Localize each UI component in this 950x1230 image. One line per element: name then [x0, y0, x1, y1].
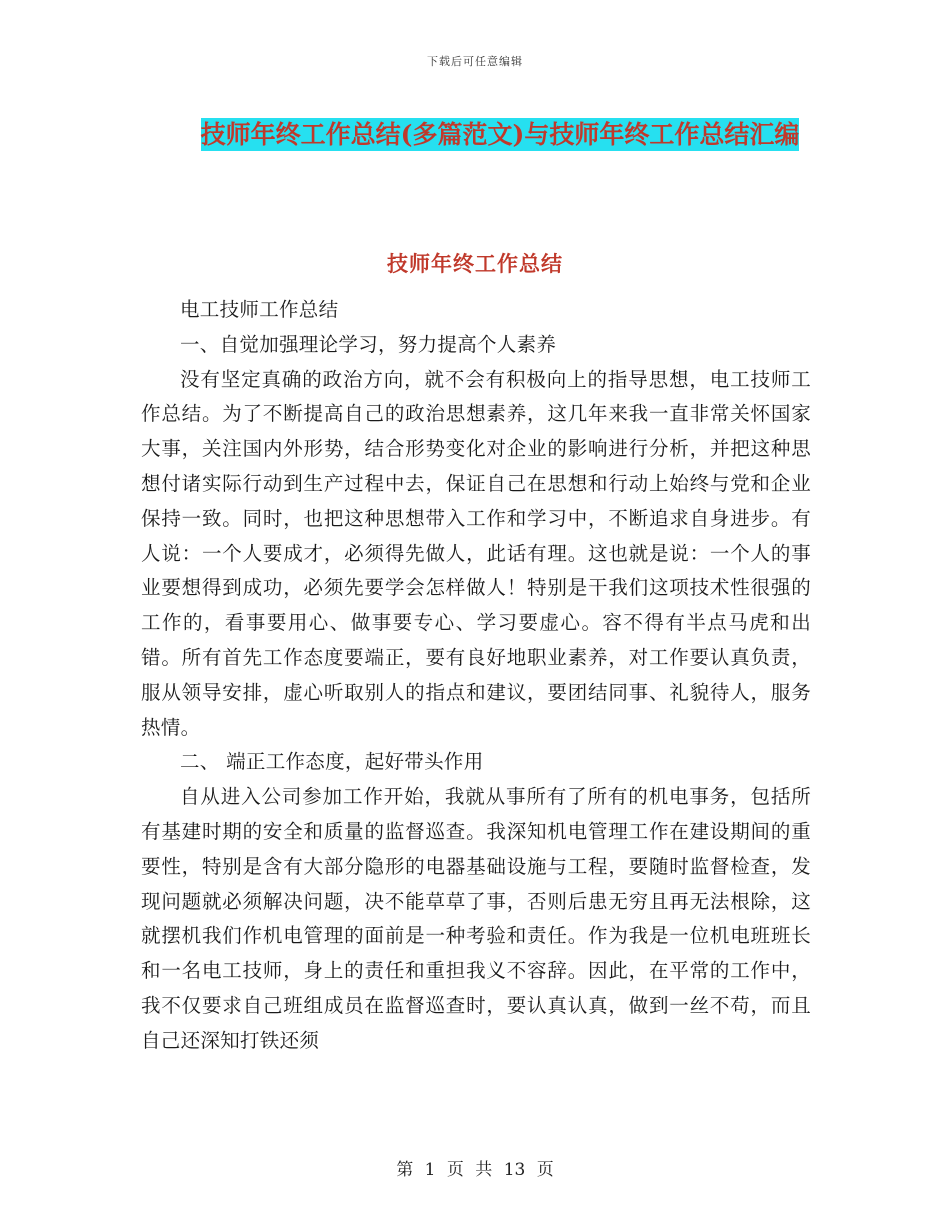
section-title: 技师年终工作总结 [387, 251, 563, 276]
document-title-text: 技师年终工作总结(多篇范文)与技师年终工作总结汇编 [200, 120, 800, 149]
document-body [141, 293, 811, 1059]
body-paragraph: 自从进入公司参加工作开始，我就从事所有了所有的机电事务，包括所有基建时期的安全和质量的监督巡查。我深知机电管理工作在建设期间的重要性，特别是含有大部分隐形的电器基础设施与工程，要随时监督检查，发现问题就必须解决问题，决不能草草了事，否则后患无穷且再无法根除，这就摆机我们作机电管理的面前是一种考验和责任。作为我是一位机电班班长和一名电工技师，身上的责任和重担我义不容辞。因此，在平常的工作中，我不仅要求自己班组成员在监督巡查时，要认真认真，做到一丝不苟，而且自己还深知打铁还须 [141, 785, 811, 1052]
subtitle-paragraph: 电工技师工作总结 [180, 298, 339, 321]
header-note: 下载后可任意编辑 [427, 55, 523, 68]
page-footer: 第 1 页 共 13 页 [396, 1160, 554, 1180]
body-paragraph: 没有坚定真确的政治方向，就不会有积极向上的指导思想，电工技师工作总结。为了不断提高自己的政治思想素养，这几年来我一直非常关怀国家大事，关注国内外形势，结合形势变化对企业的影响进行分析，并把这种思想付诸实际行动到生产过程中去，保证自己在思想和行动上始终与党和企业保持一致。同时，也把这种思想带入工作和学习中，不断追求自身进步。有人说：一个人要成才，必须得先做人，此话有理。这也就是说：一个人的事业要想得到成功，必须先要学会怎样做人！特别是干我们这项技术性很强的工作的，看事要用心、做事要专心、学习要虚心。容不得有半点马虎和出错。所有首先工作态度要端正，要有良好地职业素养，对工作要认真负责，服从领导安排，虚心听取别人的指点和建议，要团结同事、礼貌待人，服务热情。 [141, 367, 811, 739]
heading-two-paragraph: 二、 端正工作态度，起好带头作用 [180, 750, 484, 774]
heading-one-paragraph: 一、自觉加强理论学习，努力提高个人素养 [180, 332, 557, 356]
document-title [195, 113, 805, 157]
